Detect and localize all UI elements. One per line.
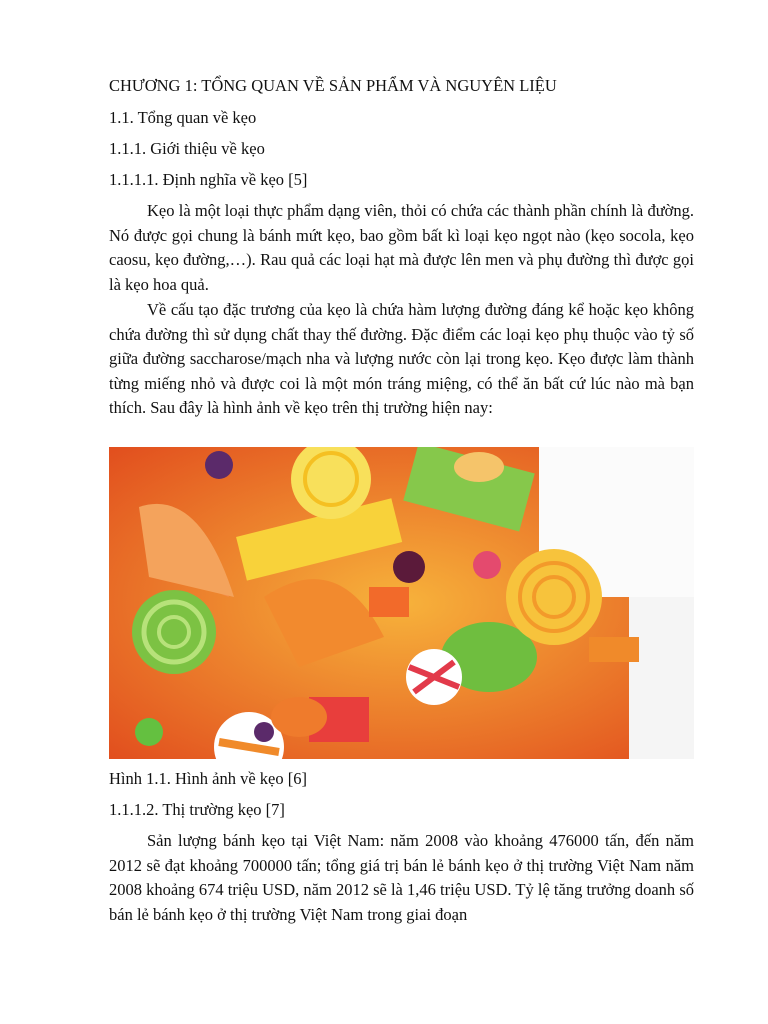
section-heading-1-1: 1.1. Tổng quan về kẹo	[109, 108, 257, 127]
section-heading-1-1-1-2: 1.1.1.2. Thị trường kẹo [7]	[109, 800, 285, 819]
paragraph-market: Sản lượng bánh kẹo tại Việt Nam: năm 2008 vào khoảng 476000 tấn, đến năm 2012 sẽ đạt khoảng 700000 tấn; tổng giá trị bán lẻ bánh kẹo ở thị trường Việt Nam năm 2008 khoảng 674 triệu USD, năm 2012 sẽ là 1,46 triệu USD. Tỷ lệ tăng trưởng doanh số bán lẻ bánh kẹo ở thị trường Việt Nam trong giai đoạn	[109, 831, 694, 924]
candy-photo-icon	[109, 447, 694, 759]
candy-image	[109, 447, 694, 759]
paragraph-structure: Về cấu tạo đặc trương của kẹo là chứa hàm lượng đường đáng kể hoặc kẹo không chứa đường thì sử dụng chất thay thế đường. Đặc điểm các loại kẹo phụ thuộc vào tỷ số giữa đường saccharose/mạch nha và lượng nước còn lại trong kẹo. Kẹo được làm thành từng miếng nhỏ và được coi là một món tráng miệng, có thể ăn bất cứ lúc nào mà bạn thích. Sau đây là hình ảnh về kẹo trên thị trường hiện nay:	[109, 300, 694, 417]
section-heading-1-1-1-1: 1.1.1.1. Định nghĩa về kẹo [5]	[109, 170, 308, 189]
section-heading-1-1-1: 1.1.1. Giới thiệu về kẹo	[109, 139, 265, 158]
figure-caption: Hình 1.1. Hình ảnh về kẹo [6]	[109, 769, 307, 788]
paragraph-definition: Kẹo là một loại thực phẩm dạng viên, thỏi có chứa các thành phần chính là đường. Nó được gọi chung là bánh mứt kẹo, bao gồm bất kì loại kẹo ngọt nào (kẹo socola, kẹo caosu, kẹo đường,…). Rau quả các loại hạt mà được lên men và phụ đường thì được gọi là kẹo hoa quả.	[109, 201, 694, 294]
chapter-title: CHƯƠNG 1: TỔNG QUAN VỀ SẢN PHẨM VÀ NGUYÊN LIỆU	[109, 76, 557, 95]
